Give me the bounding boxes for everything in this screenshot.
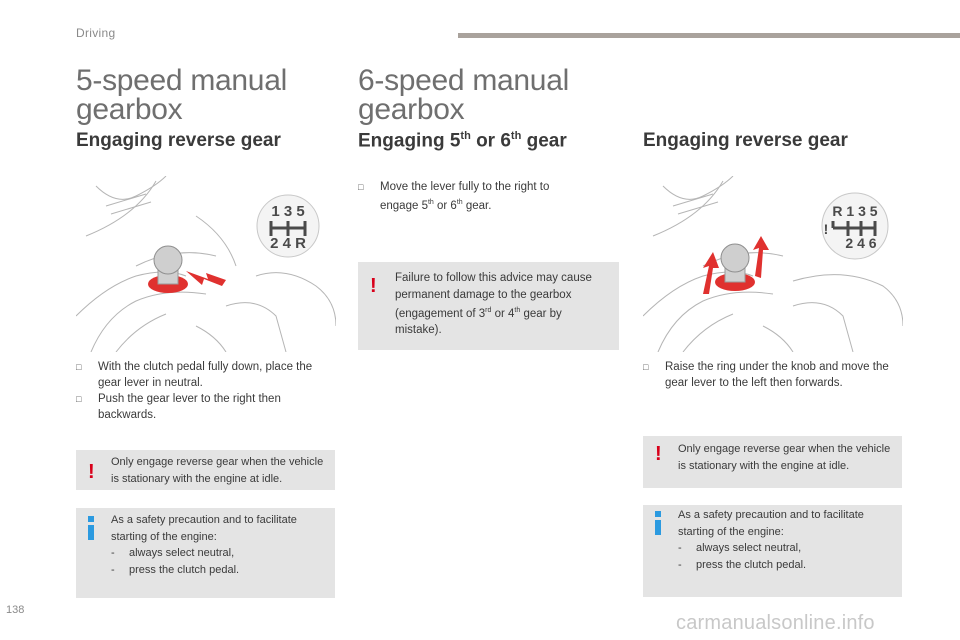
shift-pattern-top: 1 3 5 — [271, 203, 305, 220]
list-item: - always select neutral, — [678, 540, 893, 557]
checkbox-bullet-icon: □ — [358, 182, 364, 192]
warning-box-6-speed-5th-6th — [358, 262, 619, 350]
subtitle-engaging-reverse-5: Engaging reverse gear — [76, 130, 281, 151]
title-line-1: 5-speed manual — [76, 64, 287, 97]
list-item — [358, 179, 578, 214]
gear-knob — [715, 244, 755, 291]
title-line-1: 6-speed manual — [358, 64, 569, 97]
list-item: - press the clutch pedal. — [678, 557, 893, 574]
warning-box-5-speed — [76, 450, 335, 490]
info-i-icon — [653, 511, 663, 541]
watermark: carmanualsonline.info — [676, 612, 875, 634]
shift-pattern-5 — [257, 195, 319, 257]
page-title-6-speed — [358, 66, 618, 124]
info-item-text: always select neutral, — [696, 542, 802, 554]
warning-text: Only engage reverse gear when the vehicle is stationary with the engine at idle. — [111, 456, 324, 485]
svg-text:!: ! — [823, 221, 829, 237]
bullet-text: Move the lever fully to the right to engage 5th or 6th gear. — [380, 181, 550, 212]
bullet-text: Push the gear lever to the right then backwards. — [98, 393, 281, 421]
warning-text: Only engage reverse gear when the vehicle is stationary with the engine at idle. — [678, 443, 891, 472]
list-item: - always select neutral, — [111, 545, 326, 562]
instructions-6-speed-5th-6th — [358, 179, 578, 214]
gear-lever-illustration — [643, 176, 903, 352]
exclamation-warning-icon: ! — [88, 461, 95, 483]
gear-lever-illustration — [76, 176, 336, 352]
exclamation-warning-icon: ! — [655, 443, 662, 465]
list-item — [76, 359, 334, 391]
info-box-5-speed — [76, 508, 335, 598]
shift-pattern-6 — [822, 193, 888, 259]
subtitle-engaging-reverse-6: Engaging reverse gear — [643, 130, 848, 151]
illustration-6-speed-reverse — [643, 176, 903, 352]
section-label: Driving — [76, 26, 116, 40]
title-line-2: gearbox — [76, 93, 183, 126]
info-i-icon — [86, 516, 96, 546]
info-box-6-speed — [643, 505, 902, 597]
header-bar — [458, 33, 960, 38]
bullet-text: Raise the ring under the knob and move the gear lever to the left then forwards. — [665, 361, 889, 389]
info-intro: As a safety precaution and to facilitate starting of the engine: — [111, 514, 297, 543]
list-item — [643, 359, 893, 391]
info-item-text: always select neutral, — [129, 547, 235, 559]
movement-arrow — [186, 271, 226, 286]
shift-pattern-top: R 1 3 5 — [832, 203, 878, 219]
illustration-5-speed-reverse — [76, 176, 336, 352]
instructions-5-speed — [76, 359, 334, 423]
warning-box-6-speed — [643, 436, 902, 488]
instructions-6-speed-reverse — [643, 359, 893, 391]
checkbox-bullet-icon: □ — [643, 362, 649, 372]
list-item — [76, 391, 334, 423]
info-intro: As a safety precaution and to facilitate starting of the engine: — [678, 509, 864, 538]
checkbox-bullet-icon: □ — [76, 394, 82, 404]
info-item-text: press the clutch pedal. — [129, 563, 240, 576]
title-line-2: gearbox — [358, 93, 465, 126]
info-item-text: press the clutch pedal. — [696, 558, 807, 571]
exclamation-warning-icon: ! — [370, 275, 377, 297]
bullet-text: With the clutch pedal fully down, place the gear lever in neutral. — [98, 361, 313, 389]
page-number: 138 — [6, 604, 25, 616]
warning-text: Failure to follow this advice may cause permanent damage to the gearbox (engagement of 3rd or 4th gear by mistake). — [395, 272, 592, 337]
subtitle-engaging-5th-6th: Engaging 5th or 6th gear — [358, 130, 567, 152]
shift-pattern-bottom: 2 4 R — [270, 235, 306, 252]
list-item: - press the clutch pedal. — [111, 562, 326, 579]
page-title-5-speed — [76, 66, 336, 124]
checkbox-bullet-icon: □ — [76, 362, 82, 372]
shift-pattern-bottom: 2 4 6 — [845, 235, 877, 251]
